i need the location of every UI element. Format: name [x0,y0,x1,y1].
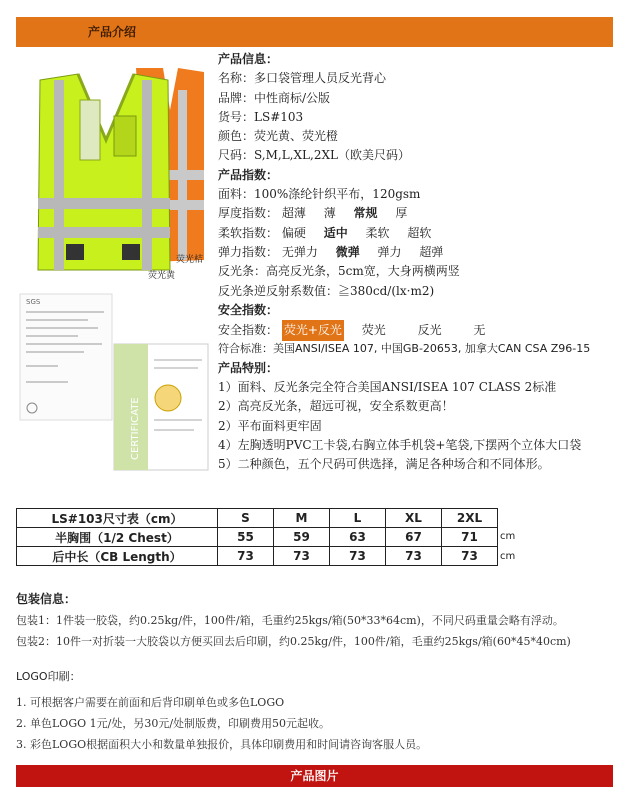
safety-index [218,320,618,339]
softness-option-selected: 适中 [323,225,348,240]
size-header-cell: M [274,509,330,528]
safety-label: 安全指数： [218,323,279,338]
size-header-cell: 2XL [442,509,498,528]
size-header-cell: S [218,509,274,528]
softness-index [218,224,618,243]
certificate-doc [114,344,208,470]
packaging-section [16,590,616,652]
elasticity-index [218,243,618,262]
table-row [17,547,498,566]
table-row [17,528,498,547]
packaging-line: 包装1：1件装一胶袋，约0.25kg/件，100件/箱，毛重约25kgs/箱(50*33*64cm)，不同尺码重量会略有浮动。 [16,614,564,627]
table-cell: 71 [442,528,498,547]
reflective-strip: 反光条：高亮反光条，5cm宽，大身两横两竖 [218,264,460,279]
unit-label: cm [500,551,516,562]
table-cell: 73 [274,547,330,566]
unit-label: cm [500,531,516,542]
elasticity-option: 超弹 [419,244,444,259]
thickness-label: 厚度指数： [218,206,279,221]
feature-item: 2）平布面料更牢固 [218,418,322,433]
feature-item: 4）左胸透明PVC工卡袋,右胸立体手机袋+笔袋,下摆两个立体大口袋 [218,437,582,452]
retroreflection-value: 反光条逆反射系数值：≧380cd/(lx·m2) [218,283,435,298]
vest-product-image [18,50,210,282]
table-cell: 59 [274,528,330,547]
feature-item: 5）二种颜色，五个尺码可供选择，满足各种场合和不同体形。 [218,457,550,472]
sgs-report [20,294,112,420]
softness-option: 偏硬 [281,225,306,240]
elasticity-option-selected: 微弹 [335,244,360,259]
section-header-product-intro [16,17,613,47]
product-model: 货号：LS#103 [218,109,304,124]
logo-print-line: 3. 彩色LOGO根据面积大小和数量单独报价，具体印刷费用和时间请咨询客服人员。 [16,738,428,751]
table-title-cell: LS#103尺寸表（cm） [17,509,218,528]
thickness-index [218,204,618,223]
section-title: 产品介绍 [88,25,137,39]
heading-product-index: 产品指数： [218,167,279,182]
product-fabric: 面料：100%涤纶针织平布，120gsm [218,187,421,202]
cert-stamp-text: CERTIFICATE [130,397,141,460]
product-info-block [218,50,618,475]
thickness-option: 超薄 [281,206,306,221]
elasticity-option: 无弹力 [281,244,318,259]
product-brand: 品牌：中性商标/公版 [218,90,331,105]
thickness-option: 厚 [395,206,408,221]
table-cell: 63 [330,528,386,547]
logo-print-section [16,668,616,755]
vest-caption-yellow: 荧光黄 [148,271,176,281]
section-header-product-images [16,765,613,787]
vest-caption-orange: 荧光桔 [176,255,204,265]
product-name: 名称：多口袋管理人员反光背心 [218,71,387,86]
row-label: 半胸围（1/2 Chest） [17,528,218,547]
logo-print-title: LOGO印刷： [16,670,81,683]
section-title: 产品图片 [290,769,339,783]
table-cell: 73 [218,547,274,566]
elasticity-label: 弹力指数： [218,244,279,259]
table-cell: 55 [218,528,274,547]
size-table [16,508,498,566]
packaging-title: 包装信息： [16,592,77,606]
heading-product-info: 产品信息： [218,52,279,66]
heading-product-features: 产品特别： [218,360,279,375]
table-cell: 67 [386,528,442,547]
standard-compliance: 符合标准：美国ANSI/ISEA 107, 中国GB-20653, 加拿大CAN CSA Z96-15 [218,342,591,356]
size-header-cell: L [330,509,386,528]
thickness-option-selected: 常规 [353,206,378,221]
table-cell: 73 [442,547,498,566]
feature-item: 2）高亮反光条，超远可视，安全系数更高！ [218,399,454,414]
product-size: 尺码：S,M,L,XL,2XL（欧美尺码） [218,148,410,163]
softness-option: 超软 [407,225,432,240]
size-header-cell: XL [386,509,442,528]
packaging-line: 包装2：10件一对折装一大胶袋以方便买回去后印刷，约0.25kg/件，100件/箱，毛重约25kgs/箱(60*45*40cm) [16,635,571,648]
elasticity-option: 弹力 [377,244,402,259]
table-cell: 73 [386,547,442,566]
softness-label: 柔软指数： [218,225,279,240]
softness-option: 柔软 [365,225,390,240]
certificate-images [18,290,210,472]
logo-print-line: 1. 可根据客户需要在前面和后背印刷单色或多色LOGO [16,696,285,709]
product-color: 颜色：荧光黄、荧光橙 [218,129,339,144]
logo-print-line: 2. 单色LOGO 1元/处，另30元/处制版费，印刷费用50元起收。 [16,717,331,730]
feature-item: 1）面料、反光条完全符合美国ANSI/ISEA 107 CLASS 2标准 [218,380,557,395]
safety-option: 无 [473,323,486,338]
safety-option: 反光 [417,323,442,338]
table-cell: 73 [330,547,386,566]
table-header-row [17,509,498,528]
safety-option-selected: 荧光+反光 [282,320,344,341]
row-label: 后中长（CB Length） [17,547,218,566]
thickness-option: 薄 [323,206,336,221]
cert-logo-text: SGS [26,298,41,306]
yellow-vest [38,74,170,270]
heading-safety-index: 安全指数： [218,302,279,317]
safety-option: 荧光 [361,323,386,338]
